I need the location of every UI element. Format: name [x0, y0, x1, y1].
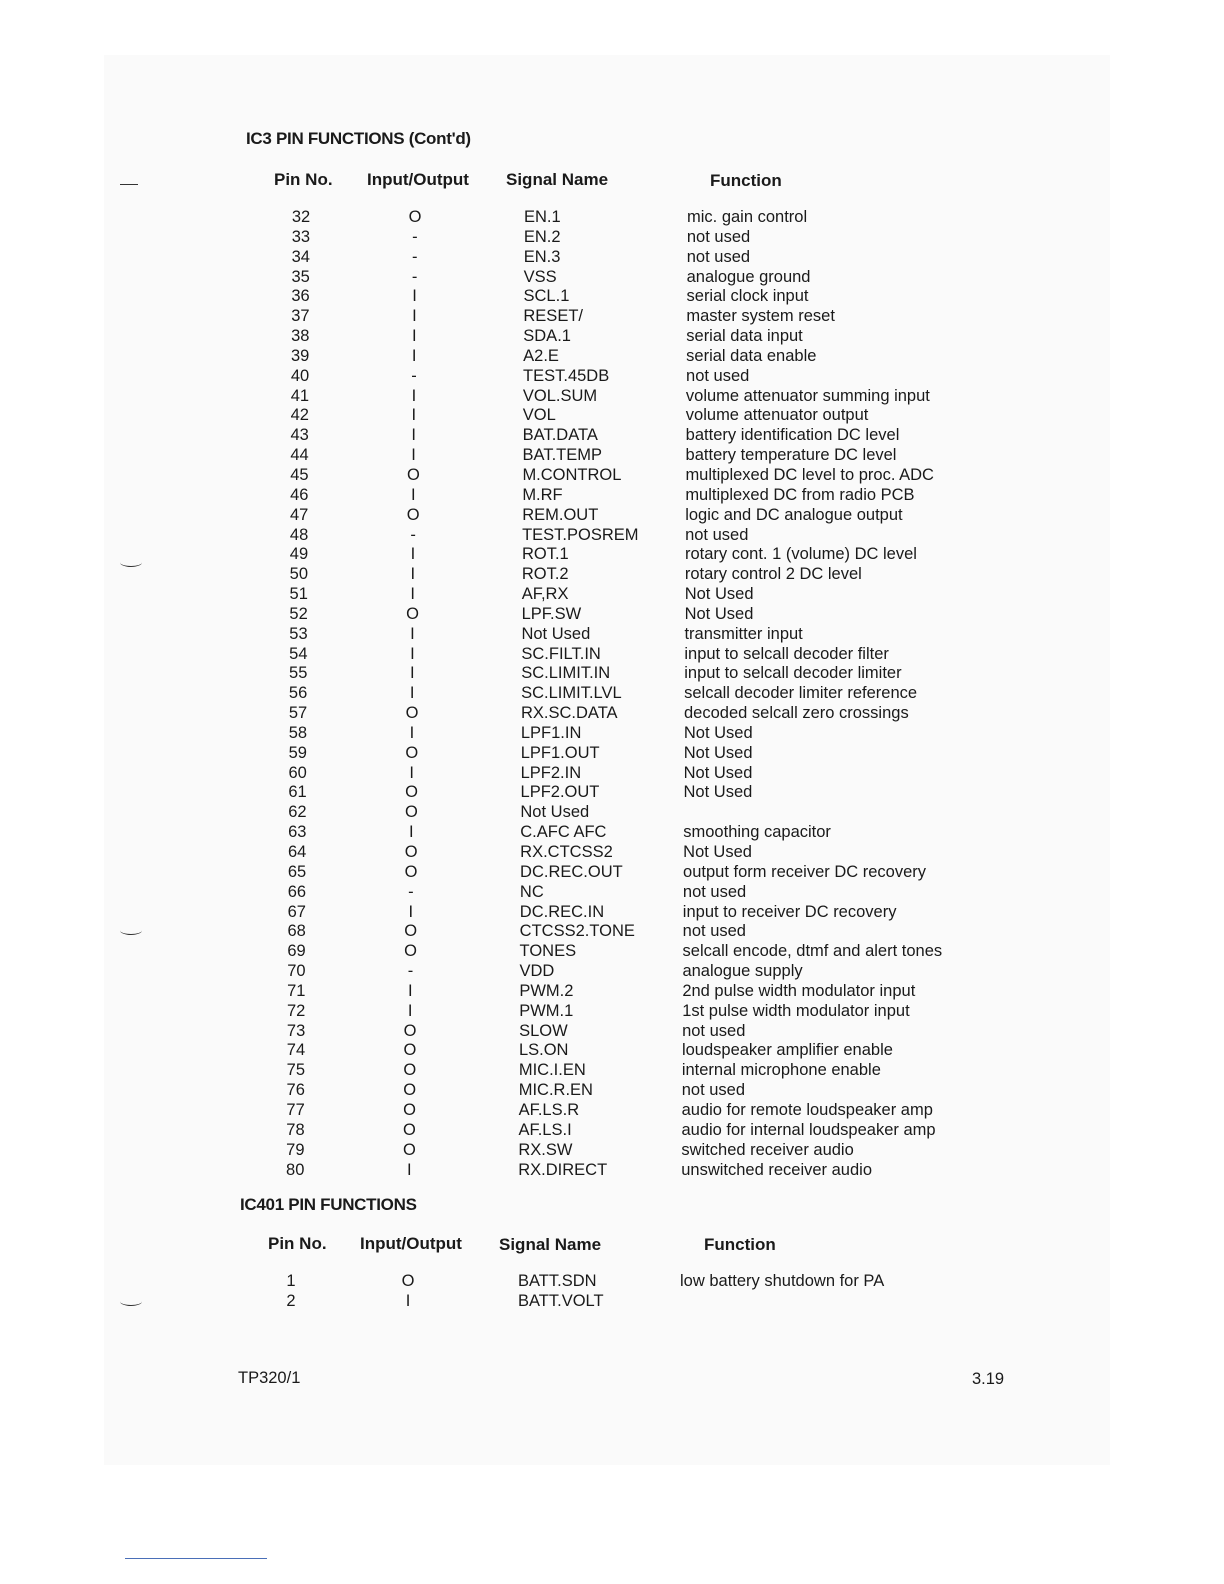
- ic3-row: [0, 466, 1224, 486]
- ic3-row: [0, 287, 1224, 307]
- ic3-io-cell: O: [405, 704, 419, 723]
- ic3-io-cell: I: [412, 287, 417, 306]
- ic3-function-cell: input to selcall decoder limiter: [684, 664, 902, 683]
- ic3-function-cell: battery temperature DC level: [685, 446, 897, 465]
- ic3-signal-cell: RX.CTCSS2: [520, 843, 613, 861]
- ic401-signal-cell: BATT.VOLT: [518, 1291, 604, 1310]
- ic3-io-cell: I: [409, 723, 415, 742]
- ic3-function-cell: logic and DC analogue output: [685, 505, 903, 524]
- ic3-signal-cell: SDA.1: [523, 327, 571, 346]
- ic3-row: [0, 605, 1224, 625]
- ic3-pin-cell: 56: [288, 684, 308, 703]
- ic3-row: [0, 426, 1224, 446]
- ic3-function-cell: Not Used: [684, 585, 754, 604]
- ic3-row: [0, 406, 1224, 426]
- ic3-row: [0, 922, 1224, 942]
- ic3-signal-cell: LPF1.OUT: [520, 743, 600, 762]
- ic3-io-cell: I: [412, 307, 417, 326]
- ic3-io-cell: I: [409, 763, 414, 782]
- ic3-function-cell: loudspeaker amplifier enable: [681, 1041, 893, 1060]
- ic3-signal-cell: TEST.45DB: [523, 366, 610, 385]
- ic3-header-signal: Signal Name: [506, 170, 609, 189]
- ic3-row: [0, 962, 1224, 982]
- ic3-io-cell: I: [411, 406, 417, 425]
- ic3-io-cell: O: [403, 1041, 417, 1060]
- ic3-io-cell: I: [410, 545, 416, 564]
- ic3-pin-cell: 46: [290, 485, 309, 504]
- ic3-row: [0, 347, 1224, 367]
- ic3-function-cell: battery identification DC level: [685, 426, 900, 445]
- ic3-row: [0, 764, 1224, 784]
- ic3-pin-cell: 52: [289, 604, 308, 623]
- ic3-signal-cell: C.AFC AFC: [520, 823, 607, 842]
- ic3-pin-cell: 45: [290, 465, 309, 484]
- ic3-io-cell: -: [412, 227, 418, 246]
- ic3-signal-cell: LPF2.IN: [520, 763, 582, 782]
- ic3-signal-cell: AF.LS.I: [518, 1120, 572, 1139]
- ic3-io-cell: I: [410, 644, 415, 663]
- ic3-header-pin: Pin No.: [274, 170, 333, 189]
- ic3-io-cell: O: [408, 208, 422, 226]
- ic3-pin-cell: 61: [288, 783, 307, 802]
- ic3-io-cell: O: [404, 942, 417, 961]
- ic3-function-cell: decoded selcall zero crossings: [684, 704, 909, 723]
- ic401-header-io: Input/Output: [360, 1234, 462, 1253]
- ic3-signal-cell: PWM.1: [519, 1001, 574, 1020]
- ic3-function-cell: multiplexed DC from radio PCB: [685, 485, 915, 504]
- ic3-function-cell: input to selcall decoder filter: [684, 644, 889, 663]
- ic3-row: [0, 506, 1224, 526]
- ic3-io-cell: O: [403, 1100, 417, 1119]
- ic3-function-cell: Not Used: [684, 604, 754, 623]
- ic3-signal-cell: SC.FILT.IN: [521, 644, 601, 663]
- ic3-row: [0, 684, 1224, 704]
- ic3-io-cell: O: [407, 465, 420, 484]
- ic3-pin-cell: 39: [290, 346, 310, 365]
- ic3-io-cell: O: [403, 1120, 416, 1139]
- ic3-signal-cell: LPF.SW: [521, 604, 582, 623]
- ic3-pin-cell: 60: [288, 763, 307, 782]
- ic3-signal-cell: EN.2: [523, 227, 561, 246]
- ic3-signal-cell: LPF2.OUT: [520, 783, 600, 802]
- ic401-signal-cell: BATT.SDN: [518, 1272, 597, 1290]
- ic3-pin-cell: 76: [286, 1081, 305, 1100]
- ic3-row: [0, 1101, 1224, 1121]
- ic3-row: [0, 446, 1224, 466]
- ic401-row: [0, 1292, 1224, 1312]
- ic3-pin-cell: 48: [289, 525, 309, 544]
- ic3-function-cell: selcall decoder limiter reference: [684, 684, 918, 703]
- ic3-pin-cell: 63: [288, 823, 307, 842]
- ic3-signal-cell: VSS: [523, 267, 557, 286]
- ic3-signal-cell: VDD: [519, 962, 555, 981]
- ic3-signal-cell: TONES: [519, 942, 577, 961]
- ic3-signal-cell: RX.SC.DATA: [521, 704, 618, 723]
- ic3-io-cell: I: [411, 446, 416, 465]
- ic3-header-function: Function: [710, 171, 782, 190]
- ic401-row: [0, 1272, 1224, 1292]
- ic3-signal-cell: AF,RX: [521, 585, 569, 604]
- ic3-io-cell: -: [410, 525, 416, 544]
- ic3-function-cell: Not Used: [683, 723, 753, 742]
- ic3-pin-cell: 74: [286, 1041, 306, 1060]
- ic3-function-cell: not used: [682, 922, 746, 941]
- ic3-row: [0, 843, 1224, 863]
- ic3-signal-cell: SC.LIMIT.IN: [521, 664, 611, 683]
- ic3-io-cell: I: [410, 585, 416, 604]
- ic3-pin-cell: 57: [288, 704, 308, 723]
- ic3-io-cell: O: [404, 843, 418, 861]
- document-id: TP320/1: [238, 1369, 301, 1387]
- ic3-function-cell: not used: [685, 525, 749, 544]
- ic3-signal-cell: DC.REC.OUT: [520, 862, 623, 881]
- ic401-io-cell: I: [405, 1291, 411, 1310]
- ic3-pin-cell: 35: [291, 267, 310, 286]
- ic3-io-cell: O: [403, 1061, 417, 1080]
- ic3-io-cell: I: [409, 684, 415, 703]
- ic3-signal-cell: EN.1: [524, 208, 561, 226]
- ic3-row: [0, 545, 1224, 565]
- ic3-io-cell: I: [411, 485, 416, 504]
- ic3-signal-cell: BAT.TEMP: [522, 446, 603, 465]
- ic3-row: [0, 903, 1224, 923]
- ic3-pin-cell: 43: [290, 426, 309, 445]
- ic3-signal-cell: M.RF: [522, 485, 563, 504]
- ic3-io-cell: -: [407, 962, 414, 981]
- ic3-row: [0, 823, 1224, 843]
- ic3-pin-cell: 33: [291, 227, 311, 246]
- ic3-pin-cell: 66: [287, 882, 307, 901]
- ic3-row: [0, 883, 1224, 903]
- ic3-signal-cell: M.CONTROL: [522, 465, 622, 484]
- ic3-io-cell: O: [406, 604, 420, 623]
- ic3-function-cell: not used: [682, 882, 747, 901]
- ic3-pin-cell: 49: [289, 545, 309, 564]
- ic3-pin-cell: 75: [286, 1061, 305, 1080]
- ic3-pin-cell: 68: [287, 922, 306, 941]
- ic3-pin-cell: 80: [286, 1160, 305, 1179]
- ic3-row: [0, 367, 1224, 387]
- ic3-signal-cell: VOL: [522, 406, 556, 425]
- ic3-row: [0, 208, 1224, 228]
- ic3-function-cell: unswitched receiver audio: [681, 1160, 873, 1179]
- ic3-pin-cell: 65: [287, 862, 307, 881]
- ic3-pin-cell: 78: [286, 1120, 305, 1139]
- ic3-signal-cell: DC.REC.IN: [519, 902, 605, 921]
- ic3-header-io: Input/Output: [367, 170, 469, 189]
- ic3-function-cell: switched receiver audio: [681, 1140, 854, 1159]
- ic3-row: [0, 645, 1224, 665]
- ic3-io-cell: -: [411, 267, 418, 286]
- ic3-pin-cell: 38: [291, 327, 310, 346]
- ic3-io-cell: O: [404, 862, 418, 881]
- ic3-pin-cell: 72: [287, 1001, 306, 1020]
- ic3-row: [0, 387, 1224, 407]
- ic3-row: [0, 724, 1224, 744]
- ic3-function-cell: selcall encode, dtmf and alert tones: [682, 942, 943, 961]
- ic3-signal-cell: LPF1.IN: [520, 723, 582, 742]
- ic3-pin-cell: 77: [286, 1100, 305, 1119]
- ic3-signal-cell: RX.DIRECT: [518, 1160, 608, 1179]
- ic3-io-cell: I: [409, 664, 415, 683]
- ic3-io-cell: I: [411, 327, 417, 346]
- ic401-io-cell: O: [401, 1272, 415, 1290]
- ic3-signal-cell: SCL.1: [523, 287, 570, 306]
- ic3-io-cell: -: [412, 247, 418, 266]
- page-number: 3.19: [972, 1370, 1005, 1388]
- ic3-pin-cell: 40: [290, 366, 310, 385]
- ic3-pin-cell: 44: [290, 446, 309, 465]
- ic3-row: [0, 803, 1224, 823]
- ic3-signal-cell: VOL.SUM: [522, 386, 598, 405]
- ic3-row: [0, 863, 1224, 883]
- ic3-pin-cell: 55: [289, 664, 308, 683]
- ic3-function-cell: rotary control 2 DC level: [684, 565, 862, 584]
- ic3-signal-cell: MIC.R.EN: [518, 1081, 593, 1100]
- ic3-function-cell: not used: [686, 247, 751, 266]
- ic3-io-cell: O: [405, 783, 418, 802]
- ic3-function-cell: Not Used: [683, 783, 753, 802]
- ic3-function-cell: volume attenuator output: [685, 406, 869, 425]
- ic3-pin-cell: 41: [290, 386, 310, 405]
- ic3-pin-cell: 34: [291, 247, 310, 266]
- ic3-row: [0, 1121, 1224, 1141]
- ic3-io-cell: I: [411, 426, 416, 445]
- ic3-signal-cell: Not Used: [521, 624, 591, 643]
- ic3-row: [0, 486, 1224, 506]
- bottom-rule: [125, 1558, 267, 1559]
- ic3-signal-cell: AF.LS.R: [518, 1100, 580, 1119]
- ic3-signal-cell: MIC.I.EN: [518, 1061, 586, 1080]
- ic3-pin-cell: 73: [286, 1021, 306, 1040]
- ic3-signal-cell: REM.OUT: [522, 505, 599, 524]
- ic3-row: [0, 268, 1224, 288]
- ic3-signal-cell: NC: [519, 882, 544, 901]
- ic401-header-pin: Pin No.: [268, 1234, 327, 1253]
- ic401-pin-cell: 1: [286, 1272, 296, 1290]
- ic3-io-cell: -: [411, 366, 417, 385]
- ic3-row: [0, 982, 1224, 1002]
- ic3-signal-cell: LS.ON: [518, 1041, 569, 1060]
- ic3-io-cell: O: [405, 743, 419, 762]
- ic3-row: [0, 1022, 1224, 1042]
- ic3-row: [0, 585, 1224, 605]
- ic3-function-cell: input to receiver DC recovery: [682, 902, 897, 921]
- ic3-row: [0, 942, 1224, 962]
- ic3-signal-cell: SLOW: [519, 1021, 568, 1040]
- ic3-function-cell: not used: [681, 1081, 746, 1100]
- ic3-pin-cell: 59: [288, 743, 307, 762]
- ic3-io-cell: I: [410, 624, 415, 643]
- ic3-signal-cell: Not Used: [520, 803, 590, 822]
- ic3-row: [0, 565, 1224, 585]
- ic3-pin-cell: 36: [291, 287, 310, 306]
- ic3-pin-cell: 53: [289, 624, 308, 643]
- ic3-io-cell: O: [404, 803, 418, 822]
- ic3-io-cell: I: [406, 1160, 412, 1179]
- ic3-signal-cell: TEST.POSREM: [522, 525, 639, 544]
- ic3-function-cell: 1st pulse width modulator input: [682, 1001, 910, 1020]
- ic3-pin-cell: 32: [291, 208, 311, 226]
- ic3-function-cell: smoothing capacitor: [683, 823, 831, 842]
- ic3-signal-cell: SC.LIMIT.LVL: [521, 684, 622, 703]
- ic3-pin-cell: 51: [289, 585, 308, 604]
- ic3-pin-cell: 42: [290, 406, 309, 425]
- ic3-row: [0, 625, 1224, 645]
- ic3-function-cell: master system reset: [686, 307, 835, 326]
- ic3-function-cell: output form receiver DC recovery: [683, 862, 927, 881]
- ic3-pin-table: [0, 208, 1224, 1180]
- ic3-row: [0, 526, 1224, 546]
- ic3-io-cell: I: [408, 823, 414, 842]
- ic3-function-cell: analogue ground: [686, 267, 811, 286]
- ic3-pin-cell: 50: [289, 565, 308, 584]
- ic3-row: [0, 1141, 1224, 1161]
- ic3-signal-cell: PWM.2: [519, 981, 574, 1000]
- ic3-row: [0, 664, 1224, 684]
- ic3-row: [0, 744, 1224, 764]
- ic401-header-signal: Signal Name: [499, 1235, 602, 1254]
- ic3-pin-cell: 47: [290, 505, 309, 524]
- ic3-row: [0, 248, 1224, 268]
- ic3-row: [0, 228, 1224, 248]
- ic3-function-cell: serial data enable: [686, 346, 817, 365]
- ic3-io-cell: O: [406, 505, 420, 524]
- ic3-function-cell: analogue supply: [682, 962, 803, 981]
- ic3-pin-cell: 67: [287, 902, 306, 921]
- ic3-function-cell: Not Used: [683, 743, 753, 762]
- ic3-function-cell: serial data input: [686, 327, 803, 346]
- ic3-signal-cell: BAT.DATA: [522, 426, 598, 445]
- ic3-signal-cell: RESET/: [523, 307, 583, 326]
- ic3-signal-cell: CTCSS2.TONE: [519, 922, 635, 941]
- ic3-row: [0, 1161, 1224, 1181]
- ic3-row: [0, 307, 1224, 327]
- ic3-signal-cell: RX.SW: [518, 1140, 573, 1159]
- ic3-function-cell: rotary cont. 1 (volume) DC level: [684, 545, 917, 564]
- ic3-function-cell: volume attenuator summing input: [685, 386, 930, 405]
- ic3-io-cell: I: [408, 902, 414, 921]
- ic3-io-cell: I: [407, 1001, 413, 1020]
- ic3-pin-cell: 54: [289, 644, 308, 663]
- ic401-section-title: IC401 PIN FUNCTIONS: [240, 1195, 417, 1214]
- ic3-section-title: IC3 PIN FUNCTIONS (Cont'd): [246, 129, 471, 148]
- ic401-function-cell: low battery shutdown for PA: [680, 1272, 885, 1290]
- ic3-pin-cell: 69: [287, 942, 306, 961]
- ic3-io-cell: O: [403, 1021, 417, 1040]
- ic3-signal-cell: ROT.1: [521, 545, 569, 564]
- ic3-io-cell: -: [408, 882, 414, 901]
- ic3-pin-cell: 70: [287, 962, 306, 981]
- ic3-io-cell: O: [404, 922, 418, 941]
- ic3-row: [0, 1061, 1224, 1081]
- ic3-function-cell: multiplexed DC level to proc. ADC: [685, 465, 934, 484]
- ic3-function-cell: not used: [686, 366, 750, 385]
- ic3-row: [0, 1002, 1224, 1022]
- ic3-function-cell: not used: [682, 1021, 746, 1040]
- ic3-function-cell: 2nd pulse width modulator input: [682, 981, 916, 1000]
- ic3-signal-cell: EN.3: [523, 247, 561, 266]
- ic3-pin-cell: 71: [287, 981, 306, 1000]
- ic3-function-cell: serial clock input: [686, 287, 809, 306]
- ic3-function-cell: Not Used: [683, 843, 752, 861]
- ic3-io-cell: I: [411, 346, 417, 365]
- ic3-function-cell: transmitter input: [684, 624, 803, 643]
- ic3-io-cell: O: [403, 1081, 417, 1100]
- ic3-function-cell: mic. gain control: [687, 208, 808, 226]
- ic3-pin-cell: 62: [288, 803, 307, 822]
- ic3-pin-cell: 58: [288, 723, 308, 742]
- ic3-function-cell: not used: [686, 227, 751, 246]
- ic3-io-cell: I: [408, 981, 413, 1000]
- ic3-row: [0, 1041, 1224, 1061]
- ic3-signal-cell: ROT.2: [521, 565, 569, 584]
- ic3-row: [0, 783, 1224, 803]
- ic3-pin-cell: 79: [286, 1140, 305, 1159]
- ic3-function-cell: Not Used: [683, 763, 753, 782]
- ic401-pin-cell: 2: [286, 1291, 296, 1310]
- ic3-pin-cell: 37: [291, 307, 310, 326]
- ic3-signal-cell: A2.E: [523, 346, 559, 365]
- margin-mark: [120, 176, 138, 185]
- ic3-row: [0, 704, 1224, 724]
- ic3-pin-cell: 64: [287, 843, 307, 861]
- ic3-io-cell: I: [410, 565, 416, 584]
- ic3-io-cell: O: [402, 1140, 416, 1159]
- ic3-row: [0, 327, 1224, 347]
- ic3-function-cell: internal microphone enable: [681, 1061, 881, 1080]
- ic3-io-cell: I: [411, 386, 417, 405]
- ic3-function-cell: audio for remote loudspeaker amp: [681, 1100, 933, 1119]
- ic401-pin-table: [0, 1272, 1224, 1312]
- ic3-row: [0, 1081, 1224, 1101]
- ic401-header-function: Function: [704, 1235, 776, 1254]
- ic3-function-cell: audio for internal loudspeaker amp: [681, 1120, 936, 1139]
